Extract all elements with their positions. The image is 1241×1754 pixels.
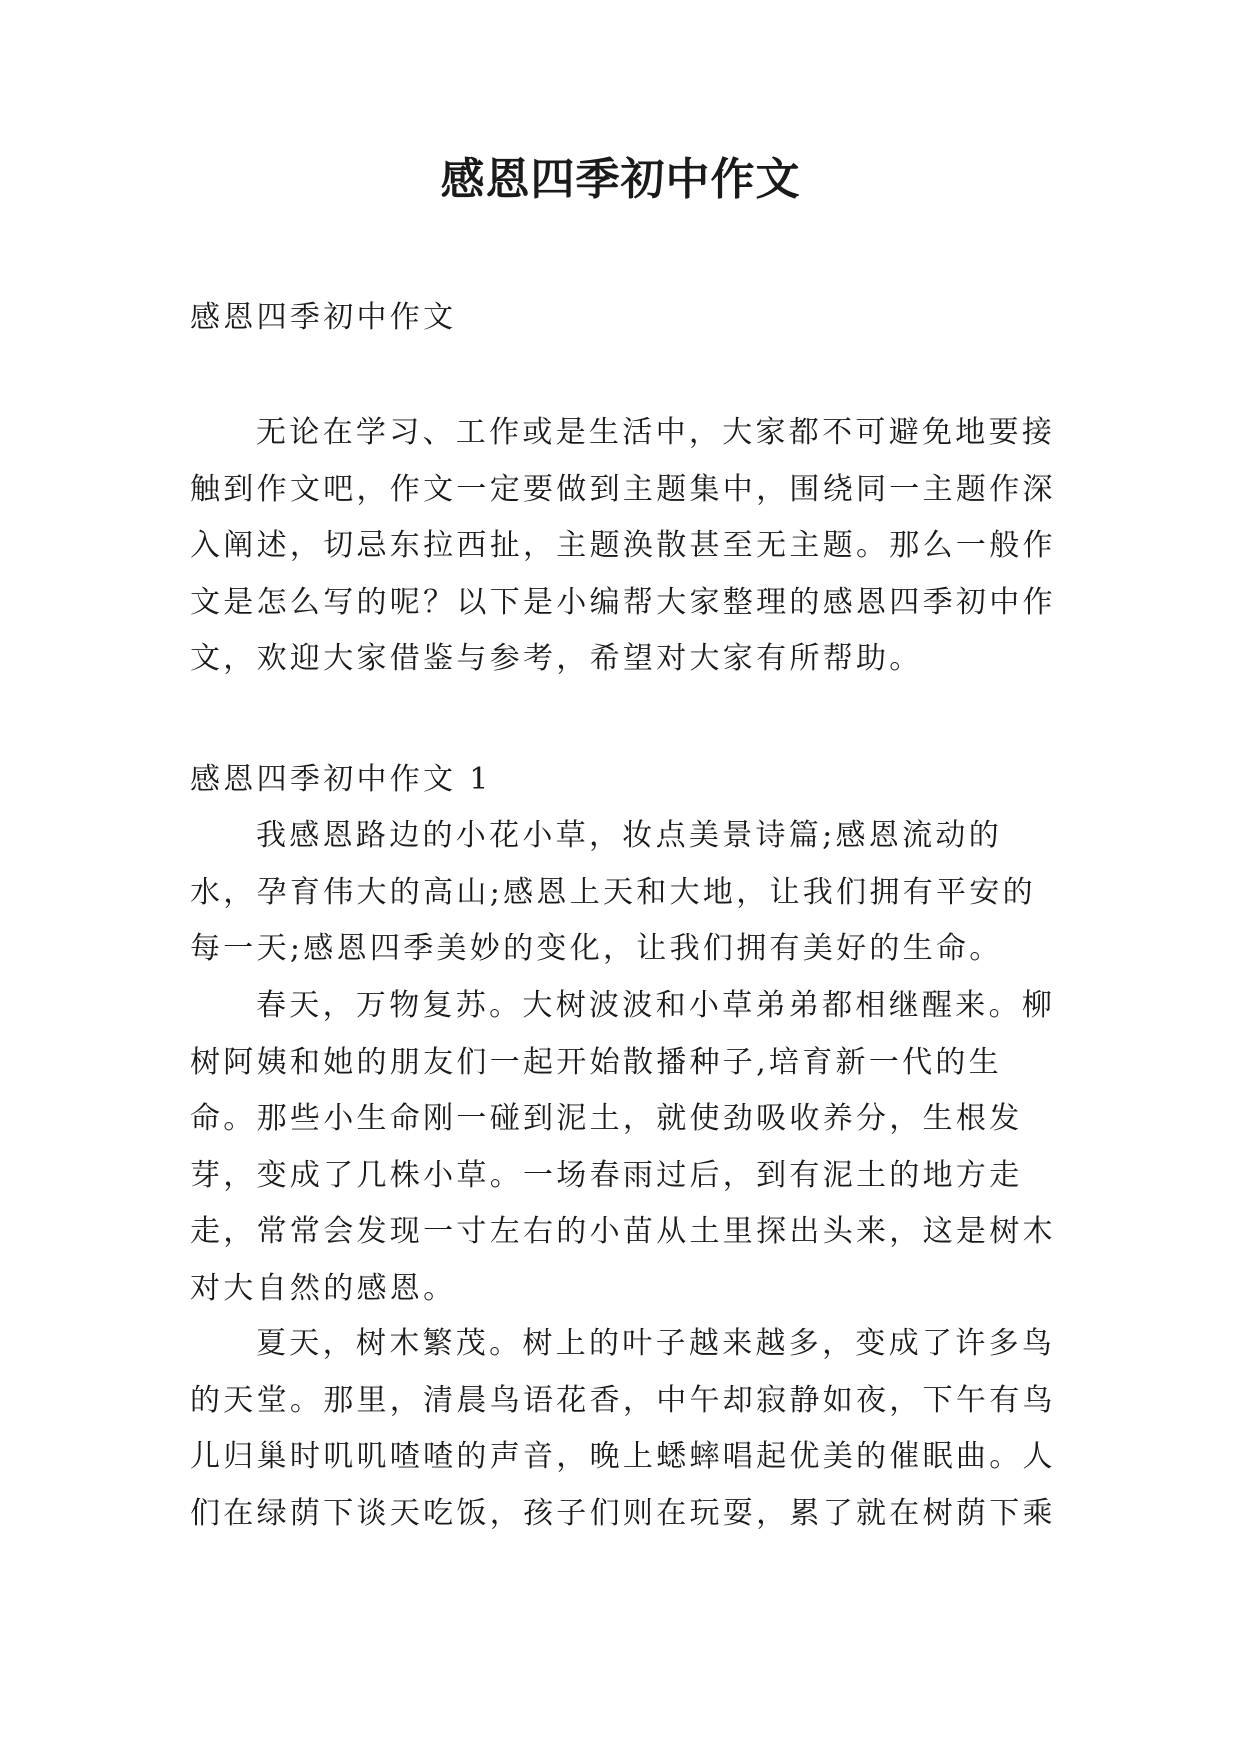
- body-paragraph-1: 我感恩路边的小花小草，妆点美景诗篇;感恩流动的水，孕育伟大的高山;感恩上天和大地，让我们拥有平安的每一天;感恩四季美妙的变化，让我们拥有美好的生命。: [190, 818, 1036, 966]
- document-subtitle: 感恩四季初中作文: [190, 300, 457, 335]
- body-paragraph-2: 春天，万物复苏。大树波波和小草弟弟都相继醒来。柳树阿姨和她的朋友们一起开始散播种子,培育新一代的生命。那些小生命刚一碰到泥土，就使劲吸收养分，生根发芽，变成了几株小草。一场春雨过后，到有泥土的地方走走，常常会发现一寸左右的小苗从土里探出头来，这是树木对大自然的感恩。: [190, 988, 1056, 1306]
- intro-paragraph: 无论在学习、工作或是生活中，大家都不可避免地要接触到作文吧，作文一定要做到主题集中，围绕同一主题作深入阐述，切忌东拉西扯，主题涣散甚至无主题。那么一般作文是怎么写的呢？以下是小编帮大家整理的感恩四季初中作文，欢迎大家借鉴与参考，希望对大家有所帮助。: [190, 415, 1056, 676]
- section-heading: 感恩四季初中作文 1: [190, 762, 492, 797]
- document-title: 感恩四季初中作文: [440, 154, 801, 205]
- body-paragraph-3: 夏天，树木繁茂。树上的叶子越来越多，变成了许多鸟的天堂。那里，清晨鸟语花香，中午却寂静如夜，下午有鸟儿归巢时叽叽喳喳的声音，晚上蟋蟀唱起优美的催眠曲。人们在绿荫下谈天吃饭，孩子们则在玩耍，累了就在树荫下乘: [190, 1326, 1056, 1531]
